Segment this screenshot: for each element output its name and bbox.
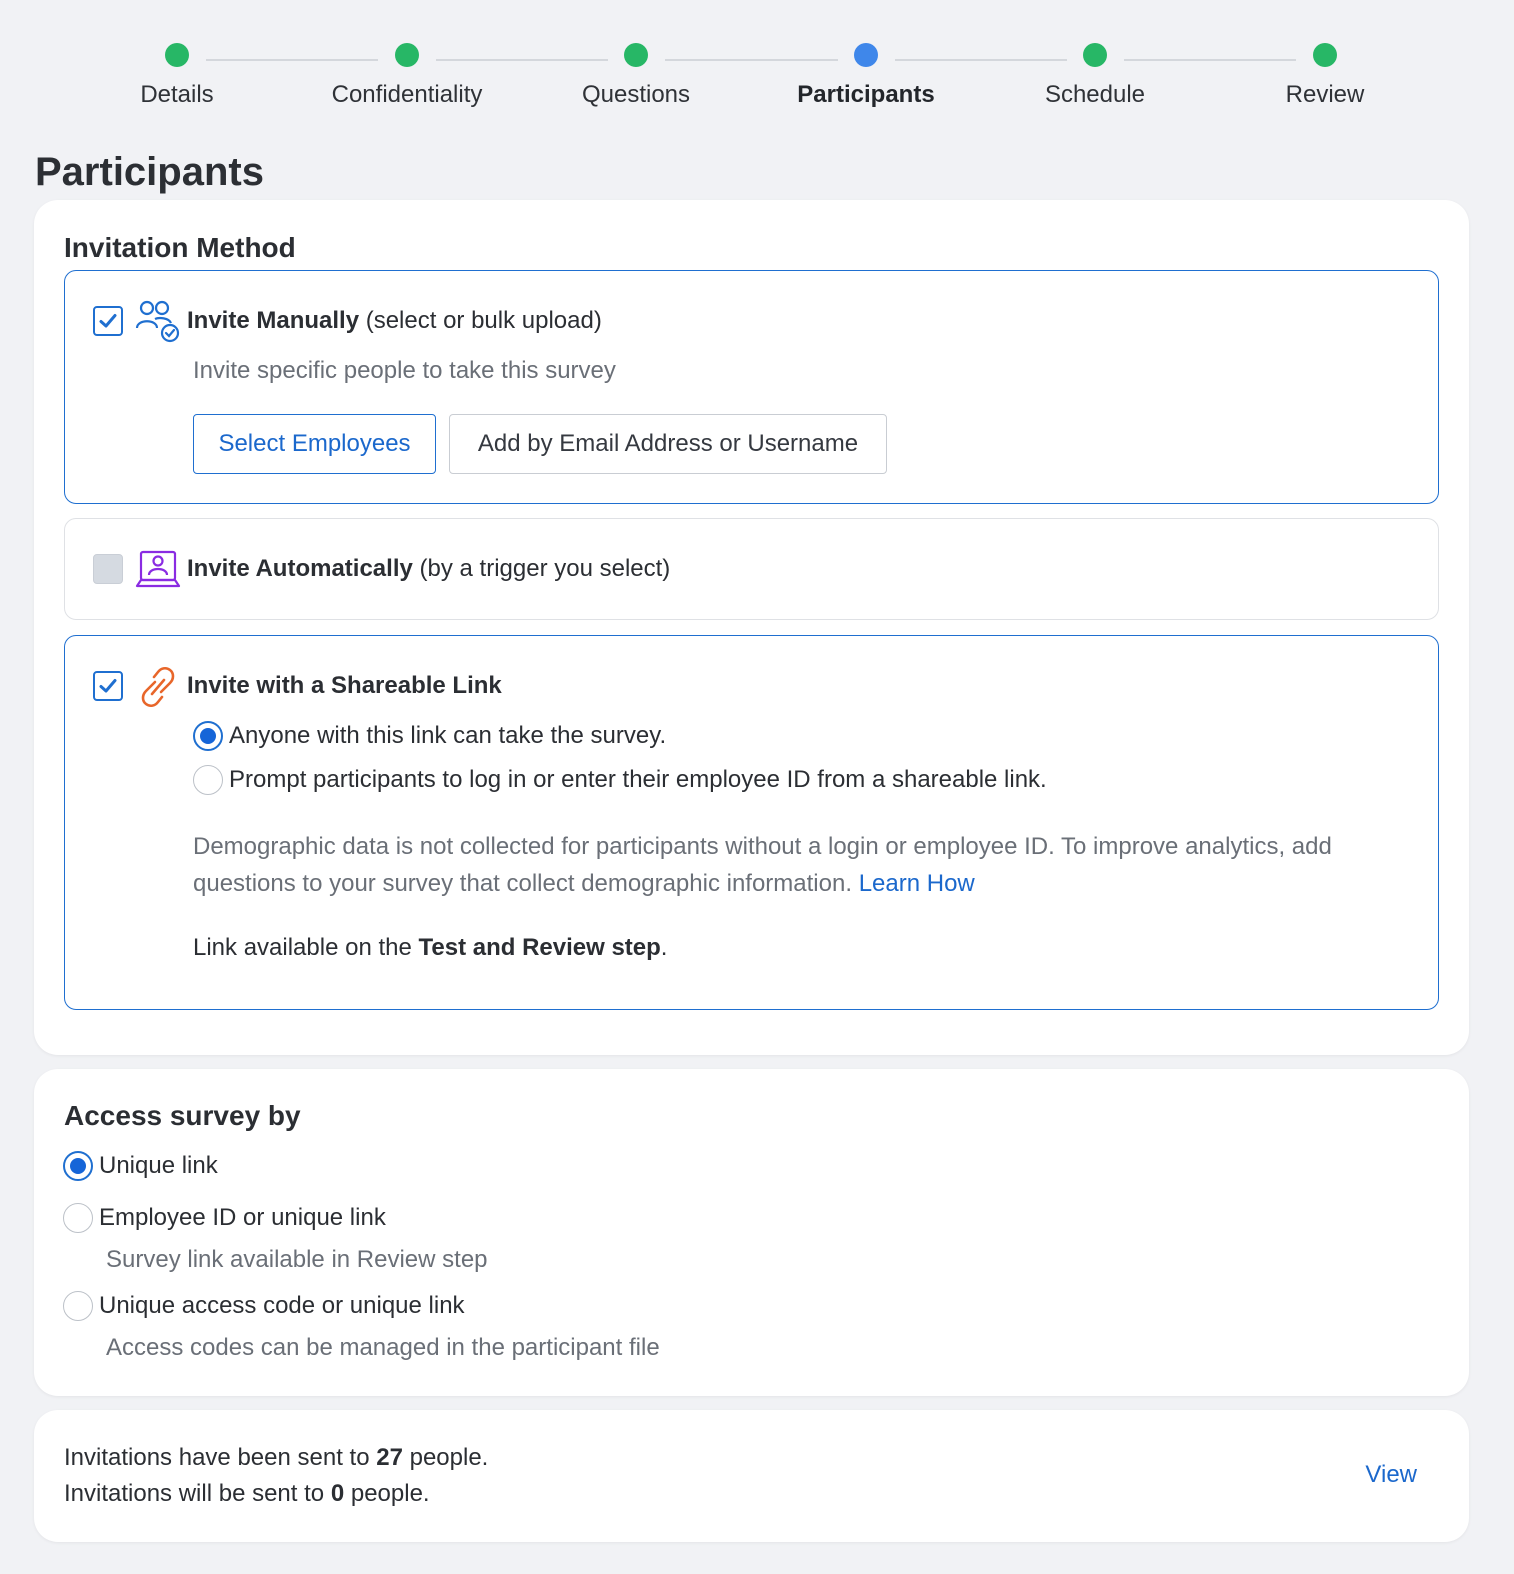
step-label: Questions bbox=[581, 81, 691, 108]
invite-automatically-title bbox=[187, 555, 670, 583]
pending-suffix: people. bbox=[344, 1480, 430, 1507]
invite-manually-title bbox=[187, 307, 602, 335]
access-survey-heading: Access survey by bbox=[64, 1100, 301, 1131]
radio-label: Prompt participants to log in or enter their employee ID from a shareable link. bbox=[229, 766, 1047, 793]
radio-button[interactable] bbox=[193, 721, 223, 751]
link-note-suffix: . bbox=[660, 934, 668, 961]
link-note-prefix: Link available on the bbox=[193, 934, 419, 961]
sent-suffix: people. bbox=[402, 1444, 489, 1471]
invite-shareable-link-checkbox[interactable] bbox=[93, 671, 123, 701]
page-title: Participants bbox=[35, 150, 264, 194]
radio-label: Employee ID or unique link bbox=[99, 1204, 386, 1231]
invite-shareable-link-title-bold: Invite with a Shareable Link bbox=[187, 672, 502, 699]
progress-stepper bbox=[0, 40, 1514, 120]
step-complete-dot bbox=[1083, 43, 1107, 67]
step-review[interactable] bbox=[1210, 40, 1440, 109]
access-code-hint: Access codes can be managed in the participant file bbox=[106, 1334, 660, 1361]
radio-button[interactable] bbox=[63, 1151, 93, 1181]
step-details[interactable] bbox=[62, 40, 292, 109]
pending-count: 0 bbox=[330, 1480, 345, 1507]
invite-manually-checkbox[interactable] bbox=[93, 306, 123, 336]
employee-id-hint: Survey link available in Review step bbox=[106, 1246, 488, 1273]
invite-shareable-link-option bbox=[64, 635, 1439, 1010]
step-label: Confidentiality bbox=[331, 81, 483, 108]
sent-count: 27 bbox=[376, 1444, 403, 1471]
shareable-option-prompt-login[interactable] bbox=[193, 765, 1047, 795]
radio-label: Unique link bbox=[99, 1152, 218, 1179]
users-check-icon bbox=[135, 298, 181, 344]
invite-automatically-title-rest: (by a trigger you select) bbox=[412, 555, 671, 582]
radio-button[interactable] bbox=[193, 765, 223, 795]
demographic-note-text: Demographic data is not collected for participants without a login or employee ID. To improve analytics, add questions to your survey that collect demographic information. bbox=[193, 833, 1332, 897]
step-label: Participants bbox=[797, 81, 935, 108]
pending-prefix: Invitations will be sent to bbox=[64, 1480, 331, 1507]
radio-button[interactable] bbox=[63, 1291, 93, 1321]
invite-automatically-option bbox=[64, 518, 1439, 620]
step-questions[interactable] bbox=[521, 40, 751, 109]
person-laptop-icon bbox=[135, 548, 181, 594]
invite-automatically-title-bold: Invite Automatically bbox=[187, 555, 413, 582]
invite-automatically-checkbox[interactable] bbox=[93, 554, 123, 584]
access-option-employee-id[interactable] bbox=[63, 1203, 386, 1233]
sent-prefix: Invitations have been sent to bbox=[64, 1444, 377, 1471]
view-invitations-link[interactable]: View bbox=[1365, 1461, 1417, 1488]
invitations-sent-text bbox=[64, 1444, 488, 1472]
shareable-option-anyone[interactable] bbox=[193, 721, 666, 751]
access-option-access-code[interactable] bbox=[63, 1291, 465, 1321]
check-icon bbox=[98, 676, 118, 696]
access-survey-card bbox=[34, 1069, 1469, 1396]
link-icon bbox=[135, 664, 181, 710]
radio-button[interactable] bbox=[63, 1203, 93, 1233]
radio-label: Anyone with this link can take the survey. bbox=[229, 722, 667, 749]
add-by-email-button[interactable]: Add by Email Address or Username bbox=[449, 414, 887, 474]
access-option-unique-link[interactable] bbox=[63, 1151, 218, 1181]
invitations-pending-text bbox=[64, 1480, 430, 1508]
select-employees-button[interactable]: Select Employees bbox=[193, 414, 436, 474]
step-participants[interactable] bbox=[751, 40, 981, 109]
step-label: Schedule bbox=[1044, 81, 1146, 108]
step-schedule[interactable] bbox=[980, 40, 1210, 109]
radio-label: Unique access code or unique link bbox=[99, 1292, 465, 1319]
step-complete-dot bbox=[624, 43, 648, 67]
step-label: Review bbox=[1285, 81, 1365, 108]
invitation-method-card bbox=[34, 200, 1469, 1055]
step-complete-dot bbox=[395, 43, 419, 67]
invite-manually-description: Invite specific people to take this survey bbox=[193, 357, 616, 384]
invite-manually-title-rest: (select or bulk upload) bbox=[359, 307, 602, 334]
learn-how-link[interactable]: Learn How bbox=[858, 870, 975, 897]
link-availability-note bbox=[193, 934, 667, 962]
invitation-summary-card bbox=[34, 1410, 1469, 1542]
invite-shareable-link-title bbox=[187, 672, 502, 700]
step-complete-dot bbox=[165, 43, 189, 67]
demographic-note bbox=[193, 828, 1403, 902]
step-confidentiality[interactable] bbox=[292, 40, 522, 109]
invite-manually-title-bold: Invite Manually bbox=[187, 307, 360, 334]
step-current-dot bbox=[854, 43, 878, 67]
step-label: Details bbox=[140, 81, 214, 108]
check-icon bbox=[98, 311, 118, 331]
invite-manually-option bbox=[64, 270, 1439, 504]
step-complete-dot bbox=[1313, 43, 1337, 67]
invitation-method-heading: Invitation Method bbox=[64, 232, 296, 263]
link-note-bold: Test and Review step bbox=[418, 934, 661, 961]
